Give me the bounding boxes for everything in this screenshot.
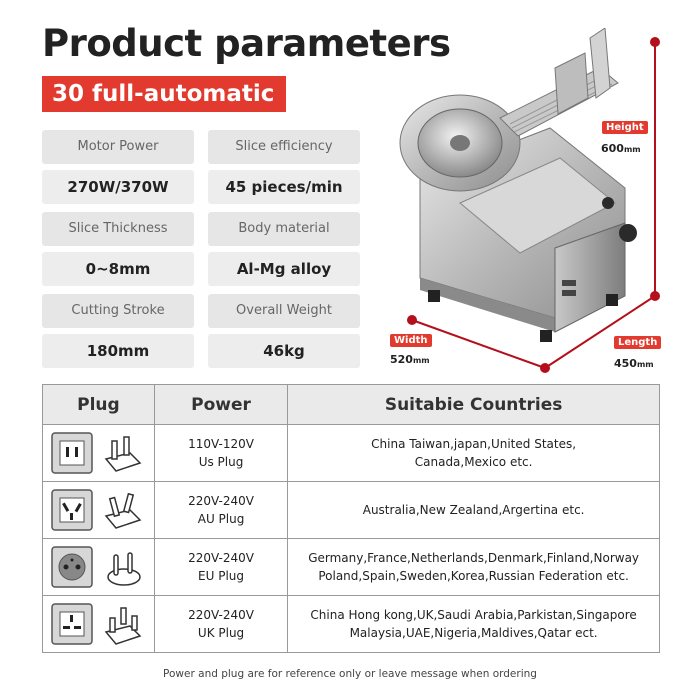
param-value: 180mm bbox=[42, 334, 194, 368]
param-slice-thickness bbox=[42, 212, 194, 286]
param-motor-power bbox=[42, 130, 194, 204]
param-label: Overall Weight bbox=[208, 294, 360, 328]
param-slice-efficiency bbox=[208, 130, 360, 204]
table-header-row bbox=[43, 385, 660, 425]
us-plug-icon bbox=[43, 425, 155, 482]
plug-name: Us Plug bbox=[198, 455, 244, 469]
param-cutting-stroke bbox=[42, 294, 194, 368]
param-value: 46kg bbox=[208, 334, 360, 368]
au-plug-icon bbox=[43, 482, 155, 539]
page-title: Product parameters bbox=[42, 22, 451, 65]
eu-plug-icon bbox=[43, 539, 155, 596]
countries-cell bbox=[288, 596, 660, 653]
param-body-material bbox=[208, 212, 360, 286]
table-row bbox=[43, 425, 660, 482]
countries-cell bbox=[288, 425, 660, 482]
param-value: 0~8mm bbox=[42, 252, 194, 286]
uk-plug-icon bbox=[43, 596, 155, 653]
length-value: 450mm bbox=[614, 357, 654, 370]
plug-name: EU Plug bbox=[198, 569, 245, 583]
column-header-power: Power bbox=[154, 385, 287, 425]
meat-slicer-illustration bbox=[360, 28, 680, 378]
param-label: Body material bbox=[208, 212, 360, 246]
countries-line: Canada,Mexico etc. bbox=[414, 455, 533, 469]
countries-line: Germany,France,Netherlands,Denmark,Finland,Norway bbox=[308, 551, 640, 565]
power-cell bbox=[154, 539, 287, 596]
voltage: 110V-120V bbox=[188, 437, 254, 451]
param-label: Motor Power bbox=[42, 130, 194, 164]
model-badge: 30 full-automatic bbox=[42, 76, 286, 112]
param-value: 270W/370W bbox=[42, 170, 194, 204]
voltage: 220V-240V bbox=[188, 494, 254, 508]
countries-line: Malaysia,UAE,Nigeria,Maldives,Qatar ect. bbox=[349, 626, 598, 640]
width-value: 520mm bbox=[390, 353, 430, 366]
plug-name: AU Plug bbox=[197, 512, 245, 526]
power-cell bbox=[154, 425, 287, 482]
countries-line: China Taiwan,japan,United States, bbox=[371, 437, 577, 451]
height-label: Height bbox=[602, 121, 648, 134]
countries-cell bbox=[288, 539, 660, 596]
column-header-countries: Suitabie Countries bbox=[288, 385, 660, 425]
countries-line: Poland,Spain,Sweden,Korea,Russian Federation etc. bbox=[318, 569, 629, 583]
voltage: 220V-240V bbox=[188, 551, 254, 565]
countries-line: China Hong kong,UK,Saudi Arabia,Parkistan,Singapore bbox=[310, 608, 637, 622]
voltage: 220V-240V bbox=[188, 608, 254, 622]
plug-table bbox=[42, 384, 660, 653]
table-row bbox=[43, 482, 660, 539]
param-label: Cutting Stroke bbox=[42, 294, 194, 328]
power-cell bbox=[154, 482, 287, 539]
width-label: Width bbox=[390, 334, 432, 347]
length-label: Length bbox=[614, 336, 661, 349]
param-value: Al-Mg alloy bbox=[208, 252, 360, 286]
param-label: Slice efficiency bbox=[208, 130, 360, 164]
height-value: 600mm bbox=[601, 142, 641, 155]
countries-cell bbox=[288, 482, 660, 539]
column-header-plug: Plug bbox=[43, 385, 155, 425]
param-value: 45 pieces/min bbox=[208, 170, 360, 204]
plug-name: UK Plug bbox=[197, 626, 245, 640]
param-label: Slice Thickness bbox=[42, 212, 194, 246]
param-overall-weight bbox=[208, 294, 360, 368]
table-row bbox=[43, 596, 660, 653]
countries-line: Australia,New Zealand,Argertina etc. bbox=[362, 503, 585, 517]
table-row bbox=[43, 539, 660, 596]
footnote: Power and plug are for reference only or leave message when ordering bbox=[163, 668, 537, 680]
power-cell bbox=[154, 596, 287, 653]
